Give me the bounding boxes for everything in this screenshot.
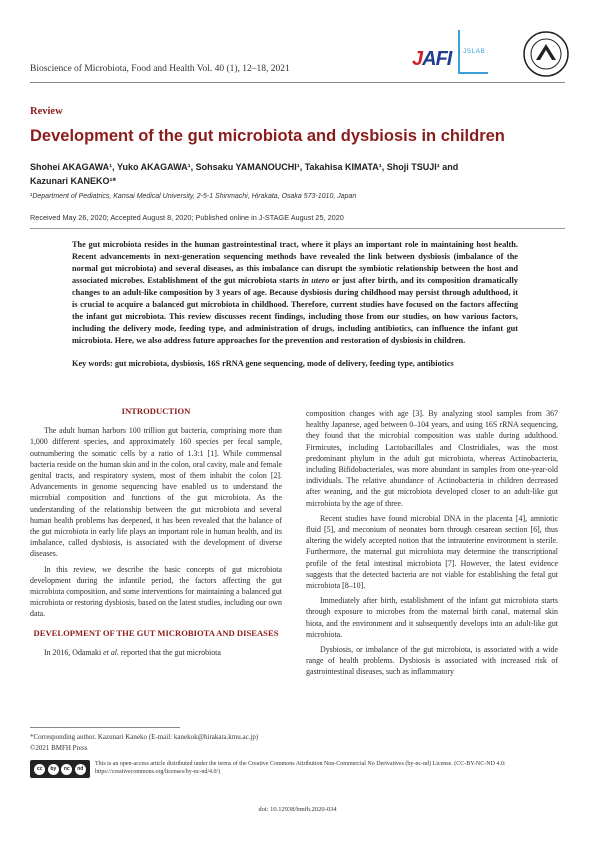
author-line-2: Kazunari KANEKO¹* xyxy=(30,176,117,186)
body-paragraph-continued: composition changes with age [3]. By analyzing stool samples from 367 healthy Japanese, aged between 0–104 years, and using 16S rRNA sequencing, they found that the microbial composition was stable during adulthood. Firmicutes, including Lactobacillales and Clostridiales, was the most predominant phylum in the adult gut microbiota, whereas Actinobacteria, including Bifidobacteriales, was more abundant in samples from one-year-old individuals. The relative abundance of Actinobacteria in children decreased after weaning, and the gut microbiota developed closer to an adult-like gut microbiota by the age of three. xyxy=(306,409,558,508)
nd-icon: nd xyxy=(75,764,86,775)
publication-dates: Received May 26, 2020; Accepted August 8, 2020; Published online in J-STAGE August 25, 2020 xyxy=(30,213,344,222)
doi[interactable]: doi: 10.12938/bmfh.2020-034 xyxy=(258,806,337,813)
footnote-divider xyxy=(30,727,180,728)
nc-icon: nc xyxy=(61,764,72,775)
journal-citation: Bioscience of Microbiota, Food and Health Vol. 40 (1), 12–18, 2021 xyxy=(30,64,290,74)
by-icon: by xyxy=(48,764,59,775)
header-divider xyxy=(30,82,565,83)
development-paragraph-1: In 2016, Odamaki et al. reported that the gut microbiota xyxy=(44,647,221,657)
body-paragraph-dysbiosis: Dysbiosis, or imbalance of the gut microbiota, is associated with a wide range of health problems. Dysbiosis is associated with increased risk of gastrointestinal diseases, such as inflammatory xyxy=(306,645,558,677)
right-column xyxy=(306,408,558,682)
footnote xyxy=(30,732,258,754)
license-text: This is an open-access article distributed under the terms of the Creative Commons Attribution Non-Commercial No Derivatives (by-nc-nd) License. (CC-BY-NC-ND 4.0: https://creativecommons.org/licenses/by-nc-nd/4.0/) xyxy=(95,761,506,775)
cc-icon: cc xyxy=(34,764,45,775)
author-line-1: Shohei AKAGAWA¹, Yuko AKAGAWA¹, Sohsaku YAMANOUCHI¹, Takahisa KIMATA¹, Shoji TSUJI¹ and xyxy=(30,162,459,172)
jafi-logo: JAFI xyxy=(412,48,452,70)
development-heading: DEVELOPMENT OF THE GUT MICROBIOTA AND DISEASES xyxy=(33,627,279,638)
corresponding-author: *Corresponding author. Kazunari Kaneko (E-mail: kanekok@hirakata.kmu.ac.jp) xyxy=(30,733,259,741)
left-column xyxy=(30,404,282,662)
author-list xyxy=(30,160,550,188)
cc-license-badge-icon[interactable] xyxy=(30,760,90,778)
intro-paragraph-2: In this review, we describe the basic concepts of gut microbiota development during the infantile period, the factors affecting the gut microbiota composition, and some interventions for maintaining a balanced gut microbiota or restoring dysbiosis, based on the latest studies, including our own data. xyxy=(30,564,282,619)
body-paragraph-birth: Immediately after birth, establishment of the infant gut microbiota starts through exposure to microbes from the maternal birth canal, maternal skin biota, and the environment and it subsequently develops into an adult-like gut microbiota. xyxy=(306,596,558,639)
intro-paragraph-1: The adult human harbors 100 trillion gut bacteria, comprising more than 1,000 different species, and approximately 160 species per fecal sample, outnumbering the somatic cells by a ratio of 1.3:1 [1]. While commensal bacteria reside on the human skin and in the colon, oral cavity, male and female genital tracts, and respiratory system, most of them inhabit the colon [2]. Advancements in genome sequencing have enabled us to understand the microbial composition and functions of the gut microbiota. As the understanding of the relationship between the gut microbiota and several human health problems has deepened, it has been revealed that the balance of the gut microbiota in early life plays an important role in human health, and its imbalance, called dysbiosis, is associated with the development of diverse diseases. xyxy=(30,426,282,559)
abstract: The gut microbiota resides in the human gastrointestinal tract, where it plays an important role in maintaining host health. Recent advancements in next-generation sequencing methods have revealed the link between dysbiosis (imbalance of the normal gut microbiota) and several diseases, as this imbalance can disrupt the symbiotic relationship between the host and associated microbes. Establishment of the gut microbiota starts in utero or just after birth, and its composition dramatically changes to an adult-like composition by 3 years of age. Because dysbiosis during childhood may persist through adulthood, it is crucial to acquire a balanced gut microbiota in childhood. Therefore, current studies have focused on the factors affecting the infant gut microbiota. This review discusses recent findings, including those from our studies, on how various factors, including the delivery mode, feeding type, and administration of drugs, including antibiotics, can influence the infant gut microbiota. Here, we also address future approaches for the prevention and restoration of dysbiosis in children. xyxy=(72,240,519,345)
society-seal-icon xyxy=(522,30,570,78)
article-type: Review xyxy=(30,106,63,117)
dates-divider xyxy=(30,228,565,229)
keywords: Key words: gut microbiota, dysbiosis, 16S rRNA gene sequencing, mode of delivery, feeding type, antibiotics xyxy=(72,359,454,368)
affiliation: ¹Department of Pediatrics, Kansai Medical University, 2-5-1 Shinmachi, Hirakata, Osaka 573-1010, Japan xyxy=(30,193,357,200)
body-paragraph-placenta: Recent studies have found microbial DNA in the placenta [4], amniotic fluid [5], and meconium of neonates born through cesarean section [6], thus altering the widely accepted notion that the intrauterine environment is sterile. Furthermore, the maternal gut microbiota may determine the transcriptional profile of the fetal intestinal microbiota [7]. However, the latest evidence suggests that the detected bacteria are not viable for establishing the fetal gut microbiota [8–10]. xyxy=(306,513,558,591)
copyright: ©2021 BMFH Press xyxy=(30,744,88,752)
article-title: Development of the gut microbiota and dysbiosis in children xyxy=(30,127,505,145)
jslab-logo: JSLAB xyxy=(463,48,486,55)
intro-heading: INTRODUCTION xyxy=(121,406,191,416)
